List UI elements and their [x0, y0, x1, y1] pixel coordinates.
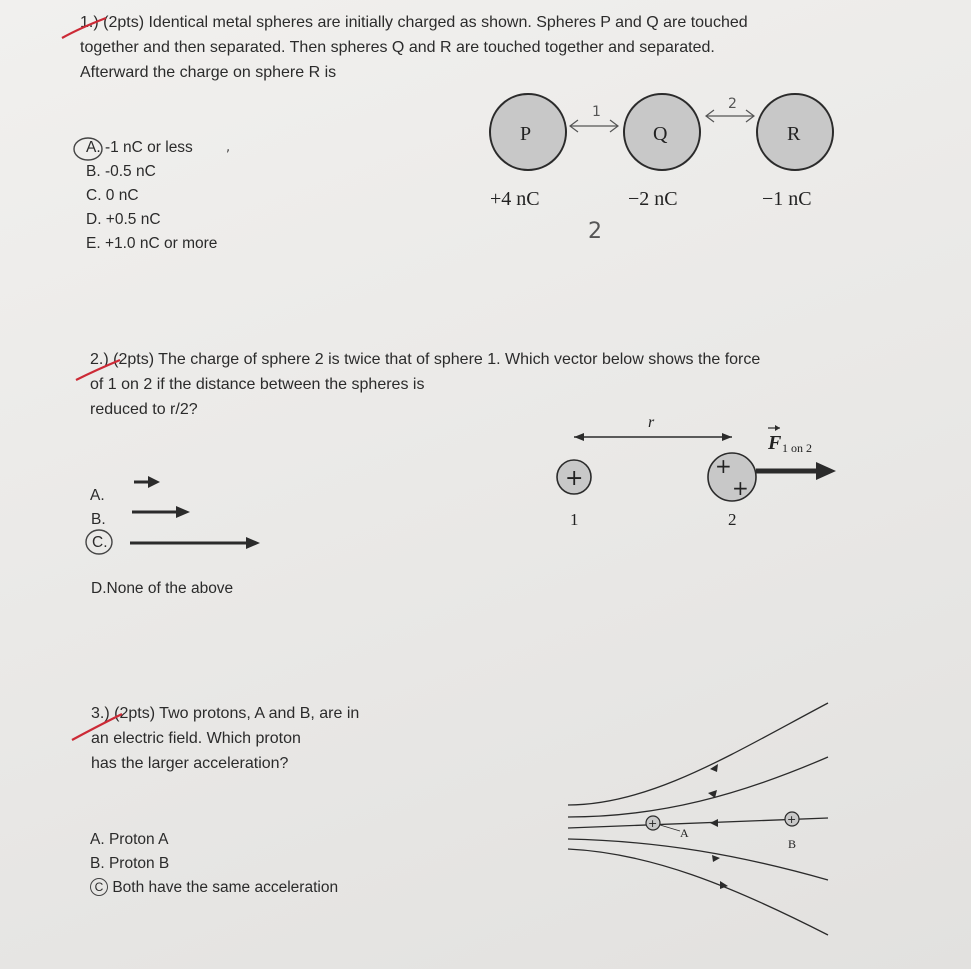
question-3-text	[91, 701, 451, 776]
q2-option-a-label[interactable]: A.	[90, 487, 105, 504]
question-2-line-3: reduced to r/2?	[90, 401, 198, 418]
q1-option-e[interactable]: E. +1.0 nC or more	[86, 235, 218, 252]
question-3-number: 3.)	[91, 705, 110, 722]
question-2-number: 2.)	[90, 351, 109, 368]
question-2-line-1: (2pts) The charge of sphere 2 is twice that of sphere 1. Which vector below shows the force	[113, 351, 761, 368]
handwritten-result: 2	[588, 219, 602, 244]
question-3-line-2: an electric field. Which proton	[91, 730, 301, 747]
force-subscript: 1 on 2	[782, 441, 812, 455]
proton-a-sign: +	[648, 817, 658, 830]
sphere-2-label: 2	[728, 510, 737, 529]
q1-option-a[interactable]: A. -1 nC or less	[86, 139, 193, 156]
q3-option-c[interactable]	[90, 876, 338, 900]
distance-label-r: r	[648, 414, 655, 431]
force-label: F	[768, 432, 782, 454]
q3-option-c-circled-letter: C	[90, 878, 108, 896]
sphere-1-label: 1	[570, 510, 579, 529]
sphere-p-label: P	[520, 123, 532, 145]
question-1-line-3: Afterward the charge on sphere R is	[80, 64, 337, 81]
sphere-r-charge: −1 nC	[762, 188, 812, 210]
red-check-mark-q2	[74, 356, 124, 386]
q3-option-b[interactable]: B. Proton B	[90, 855, 170, 872]
question-1-number: 1.)	[80, 14, 99, 31]
question-2-line-2: of 1 on 2 if the distance between the spheres is	[90, 376, 425, 393]
sphere-p-charge: +4 nC	[490, 188, 540, 210]
proton-b-label: B	[788, 837, 797, 851]
question-3-options	[90, 828, 338, 900]
question-1-line-1: (2pts) Identical metal spheres are initially charged as shown. Spheres P and Q are touched	[103, 14, 748, 31]
coulomb-diagram	[540, 405, 860, 535]
proton-a-label: A	[680, 826, 689, 840]
answer-circle-q1	[70, 136, 110, 164]
q2-option-d[interactable]: D.None of the above	[91, 580, 234, 597]
pencil-tick-mark: ,	[226, 140, 231, 155]
q3-option-a[interactable]: A. Proton A	[90, 831, 169, 848]
field-line-2	[568, 757, 828, 817]
sphere-r-label: R	[787, 123, 801, 145]
question-3-line-1: (2pts) Two protons, A and B, are in	[114, 705, 360, 722]
q1-option-b[interactable]: B. -0.5 nC	[86, 163, 156, 180]
question-1-line-2: together and then separated. Then spheres Q and R are touched together and separated.	[80, 39, 715, 56]
sphere-2-sign-1: +	[715, 454, 732, 478]
field-line-5	[568, 849, 828, 935]
red-check-mark-q3	[70, 710, 130, 744]
sphere-q-label: Q	[653, 123, 668, 145]
field-lines-diagram	[560, 695, 840, 945]
question-1-text	[80, 10, 880, 85]
q2-option-b-label[interactable]: B.	[91, 511, 106, 528]
q2-option-c-label[interactable]: C.	[92, 534, 108, 551]
handwritten-arrow-pq	[570, 120, 618, 132]
red-check-mark-q1	[60, 14, 110, 44]
sphere-1-sign: +	[565, 466, 584, 491]
q1-option-c[interactable]: C. 0 nC	[86, 187, 139, 204]
field-line-1	[568, 703, 828, 805]
q2-arrow-c	[130, 537, 260, 549]
sphere-q-charge: −2 nC	[628, 188, 678, 210]
handwritten-step-2: 2	[728, 96, 737, 112]
sphere-2-sign-2: +	[732, 476, 749, 500]
handwritten-step-1: 1	[592, 104, 601, 120]
q2-arrow-a	[134, 476, 160, 488]
q2-option-arrows	[120, 470, 280, 560]
q3-option-c-text: Both have the same acceleration	[112, 879, 339, 896]
proton-b-sign: +	[787, 813, 797, 826]
answer-circle-q2	[82, 528, 118, 558]
q2-arrow-b	[132, 506, 190, 518]
question-3-line-3: has the larger acceleration?	[91, 755, 289, 772]
spheres-diagram	[470, 90, 870, 250]
q1-option-d[interactable]: D. +0.5 nC	[86, 211, 161, 228]
